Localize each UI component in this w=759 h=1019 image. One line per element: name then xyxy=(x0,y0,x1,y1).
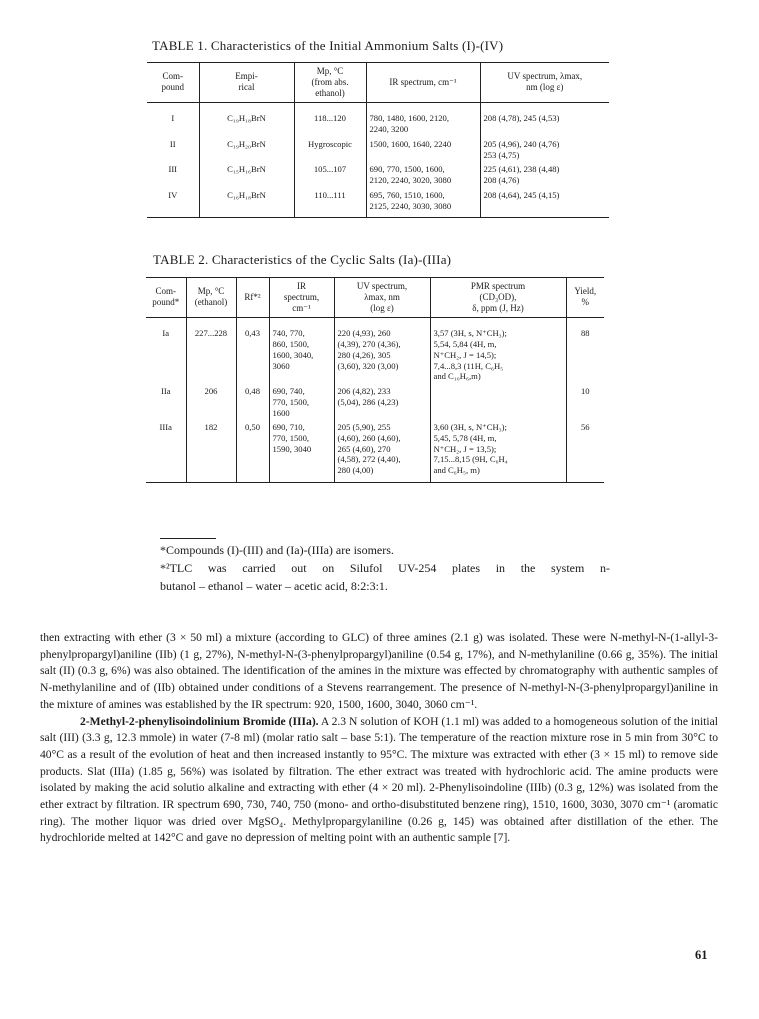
table1-cell: II xyxy=(169,138,176,149)
table2-cell: 206 xyxy=(186,384,236,420)
table1-cell: Hygroscopic xyxy=(294,137,366,162)
paragraph-1: then extracting with ether (3 × 50 ml) a mixture (according to GLC) of three amines (2.1 g) was isolated. These were N-methyl-N-(1-allyl-3-phenylpropargyl)aniline (IIb) (1 g, 27%), N-methyl-N-(3-phenylpropargyl)aniline (0.54 g, 17%), and N-methylaniline (0.66 g, 35%). The initial salt (II) (0.3 g, 6%) was also obtained. The identification of the amines in the mixture was effected by chromatography with authentic samples of N-methylaniline and of (IIb) obtained under conditions of a Stevens rearrangement. The presence of N-methyl-N-(3-phenylpropargyl)aniline in the mixture of amines was established by the IR spectrum: 920, 1500, 1600, 3040, 3060 cm⁻¹. xyxy=(40,631,718,711)
table2-cell: 3,60 (3H, s, N⁺CH₃); 5,45, 5,78 (4H, m, N⁺CH₂, J = 13,5); 7,15...8,15 (9H, C₆H₄ and C₆H₅, m) xyxy=(430,420,566,482)
table1-cell: C₁₉H₁₈BrN xyxy=(199,103,294,137)
table2-cell: IIIa xyxy=(159,422,172,433)
table1-cell: III xyxy=(168,164,178,175)
table2-cell: 88 xyxy=(566,318,604,384)
footnote-1: *Compounds (I)-(III) and (Ia)-(IIIa) are isomers. xyxy=(160,543,394,557)
table2-cell xyxy=(430,384,566,420)
paragraph-2-text: A 2.3 N solution of KOH (1.1 ml) was added to a homogeneous solution of the initial salt (III) (3.3 g, 12.3 mmole) in water (7-8 ml) (molar ratio salt – base 5:1). The temperature of the reaction mixture rose in 5 min from 30°C to 40°C as a result of the evolution of heat and then increased instantly to 95°C. The mixture was extracted with ether (3 × 15 ml) to remove side products. Slat (IIIa) (1.85 g, 56%) was isolated by filtration. The ether extract was treated with hydrochloric acid. The amine products were isolated by making the acid solutio alkaline and extracting with ether (4 × 20 ml). 2-Phenylisoindoline (IIIb) (0.3 g, 12%) was isolated from the ether extract by filtration. IR spectrum 690, 730, 740, 750 (mono- and ortho-disubstituted benzene ring), 1510, 1600, 3030, 3070 cm⁻¹ (aromatic ring). The mother liquor was dried over MgSO₄. Methylpropargylaniline (0.26 g, 145) was obtained after distillation of the ether. The hydrochloride melted at 142°C and gave no depression of melting point with an authentic sample [7]. xyxy=(40,714,718,845)
table1-caption: TABLE 1. Characteristics of the Initial Ammonium Salts (I)-(IV) xyxy=(152,38,504,53)
table1-header-cell: IR spectrum, cm⁻¹ xyxy=(366,63,480,103)
table1-cell: 690, 770, 1500, 1600, 2120, 2240, 3020, 3080 xyxy=(366,162,480,187)
table2-header-cell: Com- pound* xyxy=(152,286,180,308)
table2-cell: IIa xyxy=(160,386,171,397)
table2-row xyxy=(146,420,604,482)
table2-header-cell: UV spectrum, λmax, nm (log ε) xyxy=(334,278,430,318)
table2-cell: 205 (5,90), 255 (4,60), 260 (4,60), 265 (4,60), 270 (4,58), 272 (4,40), 280 (4,00) xyxy=(334,420,430,482)
table1-row xyxy=(147,188,609,218)
footnote-2-line1: *²TLC was carried out on Silufol UV-254 plates in the system n- xyxy=(160,561,610,575)
table1-header-cell: Com- pound xyxy=(161,71,184,93)
footnote-separator xyxy=(160,538,216,539)
table2-cell: 227...228 xyxy=(186,318,236,384)
table1-cell: 1500, 1600, 1640, 2240 xyxy=(366,137,480,162)
table1-row xyxy=(147,137,609,162)
table1-cell: IV xyxy=(168,189,178,200)
table1-row xyxy=(147,162,609,187)
compound-heading: 2-Methyl-2-phenylisoindolinium Bromide (IIIa). xyxy=(80,714,319,728)
table1-cell: 105...107 xyxy=(294,162,366,187)
footnote-2-line2: butanol – ethanol – water – acetic acid, 8:2:3:1. xyxy=(160,579,388,593)
table2-row xyxy=(146,384,604,420)
table1-cell: 780, 1480, 1600, 2120, 2240, 3200 xyxy=(366,103,480,137)
table1-cell: 208 (4,78), 245 (4,53) xyxy=(480,103,609,137)
table2-header-cell: Mp, °C (ethanol) xyxy=(186,278,236,318)
table2-cell: 10 xyxy=(566,384,604,420)
table2-cell: 220 (4,93), 260 (4,39), 270 (4,36), 280 (4,26), 305 (3,60), 320 (3,00) xyxy=(334,318,430,384)
body-text xyxy=(40,630,718,847)
table2-caption: TABLE 2. Characteristics of the Cyclic Salts (Ia)-(IIIa) xyxy=(153,252,452,267)
table1-header-cell: Mp, °C (from abs. ethanol) xyxy=(294,63,366,103)
table2-cell: 3,57 (3H, s, N⁺CH₃); 5,54, 5,84 (4H, m, N⁺CH₂, J = 14,5); 7,4...8,3 (11H, C₆H₅ and C₁₀H₆,m) xyxy=(430,318,566,384)
table1-cell: C₁₅H₁₆BrN xyxy=(199,162,294,187)
table2-cell: 56 xyxy=(566,420,604,482)
table2-header-cell: Yield, % xyxy=(566,278,604,318)
table1-cell: I xyxy=(171,113,175,124)
table1-cell: C₁₆H₁₈BrN xyxy=(199,188,294,218)
table1-cell: C₁₉H₂₀BrN xyxy=(199,137,294,162)
table1 xyxy=(147,62,609,218)
table2-header-cell: Rf*² xyxy=(236,278,269,318)
page-number: 61 xyxy=(695,948,708,962)
table1-row xyxy=(147,103,609,137)
table2-cell: 182 xyxy=(186,420,236,482)
table2-header-row xyxy=(146,278,604,318)
table1-cell: 225 (4,61), 238 (4,48) 208 (4,76) xyxy=(480,162,609,187)
table2 xyxy=(146,277,604,483)
table1-cell: 110...111 xyxy=(294,188,366,218)
table1-header-row xyxy=(147,63,609,103)
table1-cell: 118...120 xyxy=(294,103,366,137)
table2-row xyxy=(146,318,604,384)
table2-cell: 690, 710, 770, 1500, 1590, 3040 xyxy=(269,420,334,482)
table2-cell: 0,48 xyxy=(236,384,269,420)
table2-header-cell: IR spectrum, cm⁻¹ xyxy=(269,278,334,318)
table2-cell: 0,43 xyxy=(236,318,269,384)
table1-cell: 208 (4,64), 245 (4,15) xyxy=(480,188,609,218)
paragraph-2 xyxy=(40,714,718,848)
table2-cell: 690, 740, 770, 1500, 1600 xyxy=(269,384,334,420)
table2-cell: 740, 770, 860, 1500, 1600, 3040, 3060 xyxy=(269,318,334,384)
table1-header-cell: Empi- rical xyxy=(199,63,294,103)
table2-header-cell: PMR spectrum (CD₃OD), δ, ppm (J, Hz) xyxy=(430,278,566,318)
table2-cell: 206 (4,82), 233 (5,04), 286 (4,23) xyxy=(334,384,430,420)
table1-cell: 695, 760, 1510, 1600, 2125, 2240, 3030, 3080 xyxy=(366,188,480,218)
table1-cell: 205 (4,96), 240 (4,76) 253 (4,75) xyxy=(480,137,609,162)
table2-cell: Ia xyxy=(162,328,170,339)
table1-header-cell: UV spectrum, λmax, nm (log ε) xyxy=(480,63,609,103)
table2-cell: 0,50 xyxy=(236,420,269,482)
